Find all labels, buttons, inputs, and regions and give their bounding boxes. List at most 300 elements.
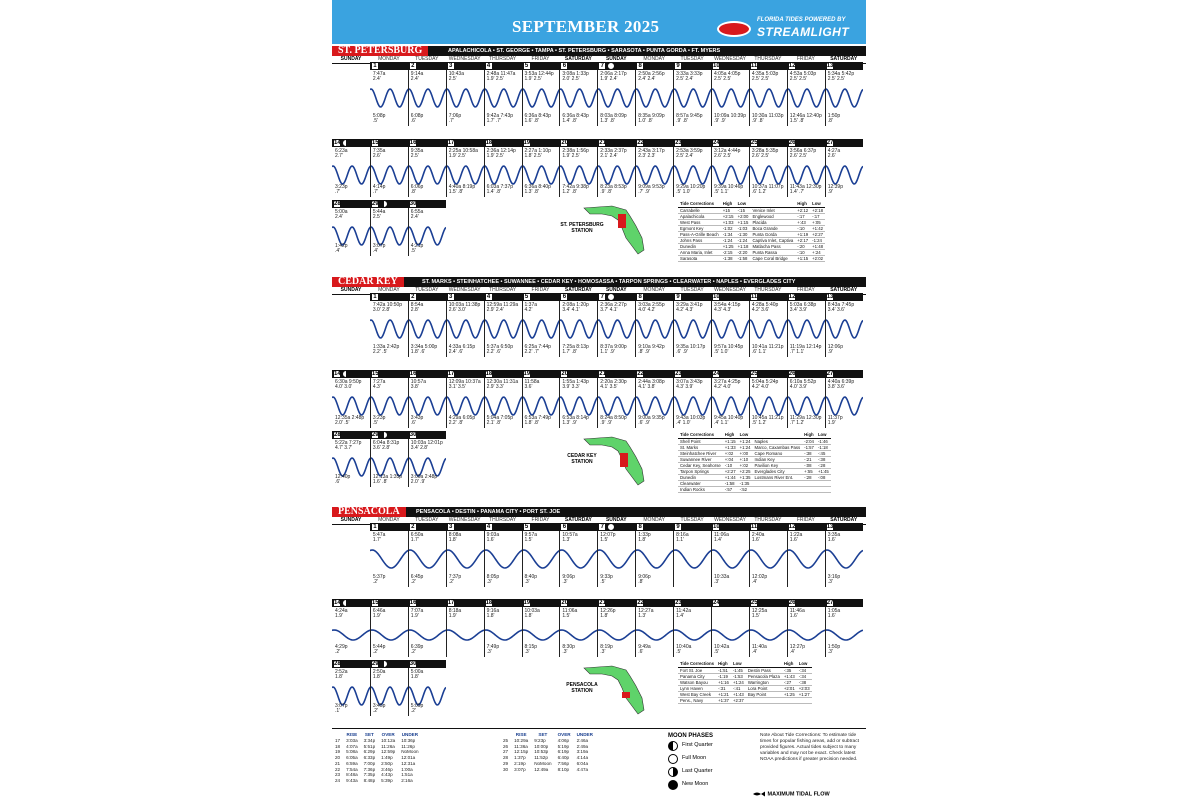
day-divider: [635, 147, 636, 197]
tide-correction-cell: Warrington: [746, 680, 782, 686]
high-tide-text: 7:35a 2.6': [372, 148, 386, 159]
tide-correction-cell: Naples: [753, 439, 803, 445]
weekday-label: MONDAY: [643, 517, 665, 523]
moon-phase-full-icon: [668, 754, 678, 764]
moon-phase-item: [668, 752, 758, 765]
date-number-box: 14: [334, 600, 341, 606]
tide-correction-cell: +2:18: [812, 208, 824, 213]
low-tide-text: 9:09a 9:53p .7' .9': [638, 184, 665, 195]
sun-moon-cell: 9:43a: [346, 777, 358, 783]
date-number-box: 19: [523, 371, 531, 377]
high-tide-text: 11:42a 1.4': [676, 608, 692, 619]
sun-moon-cell: 10:29a: [514, 738, 529, 743]
date-number-box: 25: [750, 600, 758, 606]
sun-moon-cell: 8:10p: [557, 766, 570, 772]
fish-icon: [752, 791, 766, 797]
moon-phase-lastq-icon: [668, 767, 678, 777]
tide-correction-cell: -:31: [716, 686, 731, 692]
high-tide-text: 2:48a 11:47a 1.9' 2.5': [486, 71, 516, 82]
sun-moon-cell: 1:51a: [401, 772, 413, 778]
high-tide-text: 5:44a 2.5': [372, 209, 386, 220]
section-header: [332, 277, 866, 287]
tide-corrections-table: [678, 201, 825, 262]
date-number-box: 12: [788, 524, 796, 530]
low-tide-text: 12:27p .4': [789, 644, 806, 655]
sun-moon-cell: 2:19p: [514, 760, 526, 766]
low-tide-text: 10:09a 10:39p .9' .9': [714, 113, 746, 124]
low-tide-text: 8:57a 9:45p .9' .8': [676, 113, 703, 124]
tide-correction-cell: Lora Point: [746, 686, 782, 692]
week-date-bar: [332, 200, 446, 208]
tide-corrections-table: [678, 661, 812, 704]
tide-correction-cell: +1:15: [737, 220, 749, 225]
sun-moon-cell: 6:59a: [346, 760, 358, 766]
high-tide-text: 10:57a 3.8': [410, 379, 427, 390]
weekday-label: SUNDAY: [605, 56, 627, 62]
tide-correction-cell: -1:35: [738, 481, 753, 487]
moon-phase-icon: [380, 431, 388, 439]
tide-correction-cell: +1:45: [817, 469, 829, 474]
day-divider: [522, 607, 523, 657]
day-divider: [749, 607, 750, 657]
low-tide-text: 9:00a 9:35p .6' .9': [638, 415, 665, 426]
tide-correction-cell: +1:43: [732, 692, 744, 697]
tide-correction-cell: Destin Pass: [746, 668, 782, 674]
date-number-box: 23: [675, 371, 682, 377]
sun-moon-header: [332, 731, 422, 738]
tide-correction-cell: Cape Coral Bridge: [750, 256, 795, 262]
day-divider: [711, 531, 712, 587]
tide-correction-cell: Cape Romano: [753, 451, 803, 457]
high-tide-text: 8:54a 2.8': [410, 302, 424, 313]
high-tide-text: 8:18a 1.9': [448, 608, 462, 619]
low-tide-text: 1:50p .8': [827, 113, 841, 124]
tide-corrections-heading: Tide Corrections: [678, 432, 723, 439]
high-tide-text: 12:07p 1.5': [600, 532, 616, 543]
sun-moon-row: [500, 761, 596, 767]
sun-moon-cell: 1:49p: [381, 755, 393, 761]
high-tide-text: 2:40a 1.6': [751, 532, 765, 543]
low-tide-text: 8:03a 8:09p 1.3' .8': [600, 113, 627, 124]
high-tide-text: 6:50a 1.7': [410, 532, 424, 543]
tide-correction-cell: +:02: [723, 451, 738, 457]
tide-correction-cell: -:34: [797, 674, 812, 680]
tide-correction-cell: +1:24: [739, 439, 751, 444]
tide-correction-row: [678, 238, 825, 244]
date-number-box: 19: [523, 600, 531, 606]
date-number-box: 14: [334, 371, 341, 377]
sun-moon-cell: 2:16a: [401, 777, 413, 783]
tide-wave-line: [370, 320, 863, 338]
date-number-box: 17: [447, 600, 455, 606]
moon-phase-icon: [380, 660, 388, 668]
tide-correction-cell: +:24: [810, 250, 825, 256]
date-number-box: 11: [750, 63, 758, 69]
low-tide-text: 8:05p .3': [486, 574, 500, 585]
day-divider: [825, 607, 826, 657]
date-number-box: 21: [599, 600, 606, 606]
low-tide-text: 1:42p .4': [335, 243, 348, 254]
sun-moon-cell: 3:34p: [363, 738, 376, 743]
low-tide-text: 5:08p .5': [372, 113, 386, 124]
high-tide-text: 3:54a 4:15p 4.3' 4.3': [714, 302, 741, 313]
sun-moon-cell: 25: [503, 738, 509, 743]
sun-moon-cell: 23: [335, 772, 341, 778]
tide-correction-cell: +1:27: [798, 692, 810, 697]
sun-moon-cell: 19: [335, 749, 341, 755]
high-tide-text: 2:50a 1.8': [372, 669, 386, 680]
high-tide-text: 9:14a 2.4': [410, 71, 424, 82]
date-number-box: 3: [447, 62, 455, 70]
weekday-label: MONDAY: [378, 517, 400, 523]
low-tide-text: 9:06p .8': [638, 574, 651, 585]
tide-correction-cell: -:28: [816, 463, 831, 469]
weekday-label: TUESDAY: [680, 287, 704, 293]
tide-corrections-heading: Tide Corrections: [680, 661, 715, 666]
tide-correction-cell: +2:12: [797, 208, 809, 213]
high-tide-text: 4:35a 5:03p 2.5' 2.5': [751, 71, 779, 82]
tide-correction-cell: +2:25: [739, 469, 751, 474]
tide-correction-cell: Pavilion Key: [753, 463, 803, 469]
tide-correction-cell: Punta Gorda: [750, 232, 795, 238]
high-tide-text: 10:03a 11:38p 2.6' 3.0': [448, 302, 481, 313]
tide-corrections-heading: Tide Corrections: [678, 201, 721, 208]
high-tide-text: 2:53a 3:59p 2.5' 2.4': [676, 148, 703, 159]
tide-correction-cell: -:28: [802, 475, 816, 481]
date-number-box: 6: [560, 293, 568, 301]
tide-correction-cell: +1:44: [724, 475, 736, 480]
tide-correction-cell: -1:30: [736, 232, 751, 238]
day-divider: [484, 378, 485, 428]
weekday-label: TUESDAY: [680, 56, 704, 62]
high-tide-text: 9:57a 1.5': [524, 532, 538, 543]
low-tide-text: 9:49a .6': [638, 644, 651, 655]
sun-moon-cell: 7:56p: [557, 760, 570, 766]
low-tide-text: 9:39a 10:46p .5' 1.1': [714, 184, 744, 195]
high-tide-text: 4:24a 1.9': [335, 608, 348, 619]
tide-correction-cell: -:38: [816, 457, 831, 463]
tide-correction-cell: Everglades City: [753, 469, 803, 475]
date-number-box: 3: [447, 523, 455, 531]
weekday-label: SUNDAY: [605, 287, 627, 293]
tide-correction-row: [678, 214, 825, 220]
date-number-box: 25: [750, 371, 758, 377]
sun-moon-cell: 7:00p: [363, 760, 376, 766]
date-number-box: 25: [750, 140, 758, 146]
sun-moon-cell: 3:46p: [381, 766, 393, 772]
sun-moon-cell: 4:43p: [381, 772, 393, 778]
day-divider: [446, 70, 447, 126]
day-divider: [749, 378, 750, 428]
low-tide-text: 12:46a 12:40p 1.5' .8': [789, 113, 822, 124]
date-number-box: 18: [485, 371, 493, 377]
low-tide-text: 9:29a 10:20p .5' 1.0': [676, 184, 706, 195]
high-tide-text: 8:16a 1.1': [676, 532, 689, 543]
tide-correction-cell: +1:19: [797, 232, 809, 237]
tide-correction-cell: West Pass: [678, 220, 721, 226]
tide-correction-cell: Carrabelle: [678, 208, 721, 214]
day-divider: [559, 147, 560, 197]
high-tide-text: 4:53a 5:03p 2.5' 2.5': [789, 71, 817, 82]
low-tide-text: 6:53a 7:49p 1.8' .8': [524, 415, 551, 426]
tide-correction-cell: Indian Key: [753, 457, 803, 463]
sun-moon-cell: 8:48p: [363, 777, 376, 783]
low-tide-text: 9:43a 10:03p .4' 1.0': [676, 415, 706, 426]
tide-corrections-heading: Low: [797, 661, 812, 668]
tide-correction-note: Note About Tide Corrections: To estimate tide times for popular fishing areas, add or subtract provided figures. Actual tides subject to many variables and may not be exact. Check latest NOAA predictions if greater precision needed.: [760, 733, 859, 762]
tide-correction-row: [678, 226, 825, 232]
high-tide-text: 12:59a 11:29a 2.9' 2.4': [486, 302, 519, 313]
day-divider: [408, 70, 409, 126]
tide-correction-cell: -:08: [802, 463, 816, 469]
weekday-label: WEDNESDAY: [448, 56, 481, 62]
tide-correction-cell: +1:03: [722, 220, 734, 225]
tide-correction-cell: Placida: [750, 220, 795, 226]
high-tide-text: 2:36a 2:27p 3.7' 4.1': [600, 302, 627, 313]
sun-moon-cell: 12:59p: [381, 749, 396, 755]
tide-correction-cell: +2:01: [783, 686, 795, 691]
day-divider: [408, 301, 409, 357]
tide-correction-cell: Cedar Key, Seahorse: [680, 463, 721, 468]
tide-section-0: [332, 46, 866, 271]
sun-moon-heading: UNDER: [401, 732, 419, 737]
tide-corrections-heading: High: [802, 432, 816, 439]
low-tide-text: 6:39p .2': [410, 644, 424, 655]
day-divider: [408, 208, 409, 256]
tide-correction-cell: -:27: [782, 680, 797, 686]
low-tide-text: 10:33a .3': [714, 574, 730, 585]
tide-section-1: [332, 277, 866, 502]
tide-correction-cell: +:04: [723, 457, 738, 463]
low-tide-text: 7:37p .2': [448, 574, 462, 585]
date-number-box: 5: [523, 293, 531, 301]
tide-correction-cell: Indian Rocks: [678, 487, 723, 493]
tide-correction-cell: +1:33: [724, 445, 736, 450]
day-divider: [522, 70, 523, 126]
tide-correction-cell: Venice Inlet: [750, 208, 795, 214]
tide-corrections-heading: Low: [738, 432, 753, 439]
tide-correction-cell: Anna Maria, Inlet: [678, 250, 721, 256]
high-tide-text: 5:34a 5:42p 2.5' 2.5': [827, 71, 855, 82]
tide-correction-cell: -1:24: [736, 238, 751, 244]
station-cities: APALACHICOLA • ST. GEORGE • TAMPA • ST. PETERSBURG • SARASOTA • PUNTA GORDA • FT. MYERS: [448, 48, 721, 54]
high-tide-text: 12:30a 11:31a 2.9' 3.3': [486, 379, 519, 390]
date-number-box: 1: [371, 523, 379, 531]
sun-moon-cell: 12:49a: [534, 766, 549, 772]
high-tide-text: 3:12a 4:44p 2.6' 2.5': [714, 148, 741, 159]
date-number-box: 2: [409, 523, 417, 531]
tide-correction-cell: Lostmans River Ent.: [753, 475, 803, 481]
weekday-label: SUNDAY: [340, 287, 362, 293]
tide-corrections-heading: Low: [736, 201, 751, 208]
high-tide-text: 6:46a 1.9': [372, 608, 386, 619]
tide-correction-cell: +1:18: [737, 244, 749, 249]
date-number-box: 4: [485, 523, 493, 531]
high-tide-text: 1:22a 1.6': [789, 532, 803, 543]
tide-correction-row: [678, 256, 825, 262]
date-number-box: 30: [409, 661, 417, 667]
week-date-bar: [332, 660, 446, 668]
high-tide-text: 7:27a 4.3': [372, 379, 386, 390]
tide-wave: [332, 224, 446, 248]
tide-correction-cell: +:55: [802, 469, 816, 475]
tide-correction-cell: +1:48: [812, 244, 824, 249]
moon-phase-item: [668, 778, 758, 791]
high-tide-text: 2:36a 12:14p 1.9' 2.5': [486, 148, 516, 159]
day-divider: [446, 301, 447, 357]
day-divider: [597, 70, 598, 126]
high-tide-text: 2:52a 1.8': [335, 669, 348, 680]
high-tide-text: 4:27a 2.6': [827, 148, 841, 159]
high-tide-text: 12:27a 1.3': [638, 608, 654, 619]
moon-phase-icon: [342, 139, 350, 147]
tide-correction-cell: -1:57: [804, 445, 814, 450]
tide-correction-row: [678, 232, 825, 238]
low-tide-text: 8:15p .3': [524, 644, 538, 655]
tide-section-2: [332, 507, 866, 732]
day-divider: [711, 301, 712, 357]
sun-moon-footer: [332, 728, 866, 800]
weekday-label: SATURDAY: [830, 56, 858, 62]
tide-correction-cell: [797, 698, 812, 704]
tide-correction-cell: Pensacola Plaza: [747, 674, 780, 679]
low-tide-text: 6:53a 8:14p 1.3' .9': [562, 415, 589, 426]
low-tide-text: 10:37a 11:07p .6' 1.2': [751, 184, 784, 195]
moon-phase-label: Full Moon: [682, 755, 707, 761]
low-tide-text: 4:40a 8:19p 1.5' .8': [448, 184, 476, 195]
day-divider: [673, 531, 674, 587]
low-tide-text: 8:35a 9:09p 1.0' .8': [638, 113, 665, 124]
date-number-box: 20: [561, 371, 569, 377]
station-name: CEDAR KEY: [332, 277, 404, 287]
tide-corrections-heading: High: [716, 661, 731, 668]
tide-correction-cell: -:10: [723, 463, 738, 469]
low-tide-text: 5:37a 6:50p 2.2' .6': [486, 344, 514, 355]
day-divider: [408, 147, 409, 197]
tide-correction-cell: -:52: [738, 487, 753, 493]
low-tide-text: 3:07p .1': [335, 703, 348, 714]
date-number-box: 21: [599, 371, 606, 377]
weekday-label: SUNDAY: [605, 517, 627, 523]
weekday-label: MONDAY: [378, 287, 400, 293]
sun-moon-cell: 5:19p: [557, 743, 570, 749]
section-header: [332, 507, 866, 517]
weekday-label: WEDNESDAY: [714, 287, 746, 293]
weekday-label: FRIDAY: [796, 56, 815, 62]
tide-correction-cell: Bay Point: [746, 692, 782, 698]
sun-moon-cell: 8:48a: [346, 772, 358, 778]
date-number-box: 14: [334, 140, 341, 146]
day-divider: [635, 378, 636, 428]
tide-correction-cell: Captiva Inlet, Captiva: [752, 238, 794, 243]
sun-moon-cell: 2:46a: [576, 738, 589, 743]
low-tide-text: 4:29p .2': [335, 644, 348, 655]
sun-moon-heading: UNDER: [576, 732, 593, 737]
tide-wave-line: [332, 227, 446, 245]
sun-moon-cell: 3:07p: [514, 766, 526, 772]
day-divider: [673, 607, 674, 657]
tide-correction-cell: -:34: [797, 668, 812, 674]
tide-correction-cell: +1:25: [783, 692, 795, 697]
tide-correction-cell: -1:03: [736, 226, 751, 232]
tide-corrections-table: [678, 432, 831, 493]
date-number-box: 18: [485, 600, 493, 606]
date-number-box: 10: [713, 63, 720, 69]
low-tide-text: 10:42a .5': [714, 644, 730, 655]
station-map-label: PENSACOLA STATION: [566, 682, 598, 694]
tide-correction-cell: +1:42: [812, 226, 824, 231]
high-tide-text: 3:53a 12:44p 1.9' 2.5': [524, 71, 554, 82]
sun-moon-cell: 21: [335, 760, 341, 766]
tide-correction-cell: [746, 698, 782, 704]
high-tide-text: 2:08a 1:20p 3.4' 4.1': [562, 302, 589, 313]
day-divider: [408, 531, 409, 587]
low-tide-text: 11:43a 12:30p 1.4' .7': [789, 184, 822, 195]
tide-correction-cell: +2:02: [812, 256, 824, 261]
date-number-box: 22: [637, 600, 644, 606]
sun-moon-cell: 12:31a: [401, 760, 416, 766]
low-tide-text: 11:29a 12:30p .7' 1.2': [789, 415, 822, 426]
date-number-box: 28: [334, 661, 341, 667]
day-divider: [446, 378, 447, 428]
low-tide-text: 3:16p .3': [827, 574, 841, 585]
low-tide-text: 11:19a 12:14p .7' 1.1': [789, 344, 822, 355]
low-tide-text: 7:25a 8:13p 1.7' .8': [562, 344, 589, 355]
high-tide-text: 2:20a 2:30p 4.1' 3.5': [600, 379, 627, 390]
sun-moon-cell: 30: [503, 766, 509, 772]
tide-correction-cell: [782, 698, 797, 704]
tide-correction-row: [678, 487, 831, 493]
tide-correction-cell: -1:53: [731, 674, 746, 680]
tide-corrections-heading: Low: [810, 201, 825, 208]
high-tide-text: 2:43a 3:17p 2.3' 2.3': [638, 148, 665, 159]
day-divider: [825, 531, 826, 587]
tide-correction-cell: Egmont Key: [678, 226, 721, 232]
tide-wave-line: [370, 89, 863, 107]
day-divider: [597, 378, 598, 428]
moon-phases-legend: [668, 733, 758, 791]
sun-moon-cell: 3:03a: [346, 738, 358, 743]
day-divider: [408, 439, 409, 487]
moon-phase-icon: [380, 200, 388, 208]
high-tide-text: 3:08a 1:33p 2.0' 2.5': [562, 71, 589, 82]
day-divider: [484, 301, 485, 357]
high-tide-text: 5:22a 7:27p 4.7' 3.7': [335, 440, 362, 451]
sun-moon-cell: 6:05a: [346, 755, 358, 761]
low-tide-text: 8:19p .3': [600, 644, 613, 655]
date-number-box: 30: [409, 432, 417, 438]
sun-moon-cell: 4:14a: [576, 755, 589, 761]
high-tide-text: 2:50a 2:56p 2.4' 2.4': [638, 71, 665, 82]
weekday-label: WEDNESDAY: [714, 517, 746, 523]
tide-corrections-heading: High: [782, 661, 797, 668]
sun-moon-cell: 27: [503, 749, 509, 755]
sun-moon-heading: SET: [538, 732, 548, 737]
tide-correction-cell: Punta Rassa: [750, 250, 795, 256]
date-number-box: 26: [788, 140, 796, 146]
tide-correction-cell: +2:27: [724, 469, 736, 474]
weekday-label: SATURDAY: [564, 56, 592, 62]
sun-moon-cell: 11:36a: [514, 743, 528, 749]
tide-correction-cell: Tarpon Springs: [678, 469, 723, 475]
sun-moon-cell: 24: [335, 777, 341, 783]
sun-moon-cell: 1:37p: [514, 755, 526, 761]
tide-correction-cell: -:38: [797, 680, 812, 686]
week-date-bar: [332, 431, 446, 439]
tide-correction-cell: +15: [721, 208, 736, 214]
high-tide-text: 3:35a 1.6': [827, 532, 841, 543]
tide-correction-cell: -1:45: [731, 668, 746, 674]
